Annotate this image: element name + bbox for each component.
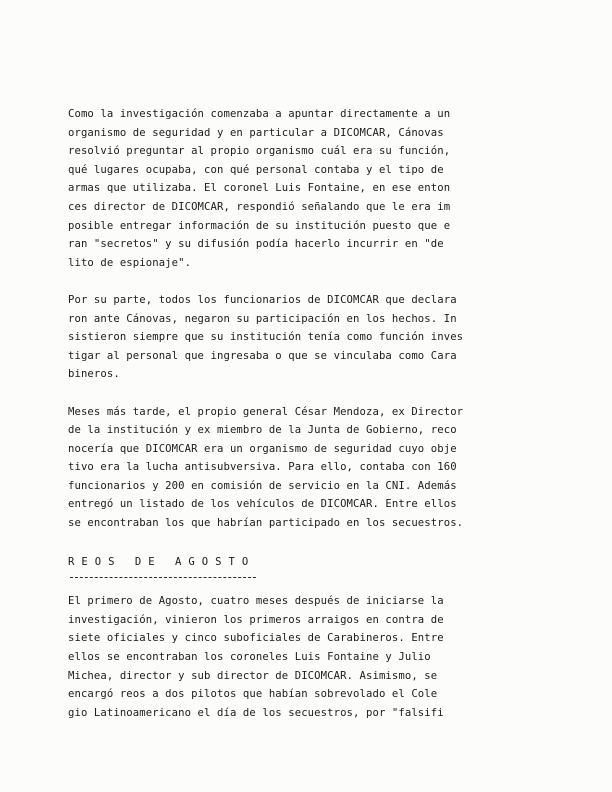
text-line: investigación, vinieron los primeros arraigos en contra de (68, 613, 444, 626)
section-heading: REOS DE AGOSTO (68, 555, 256, 568)
text-line: Meses más tarde, el propio general César Mendoza, ex Director (68, 405, 464, 418)
text-line: se encontraban los que habrían participado en los secuestros. (68, 517, 464, 530)
text-line: de la institución y ex miembro de la Junta de Gobierno, reco (68, 424, 457, 437)
text-line: qué lugares ocupaba, con qué personal contaba y el tipo de (68, 163, 444, 176)
text-line: Como la investigación comenzaba a apuntar directamente a un (68, 108, 451, 120)
text-line: bineros. (68, 368, 120, 381)
text-line: sistieron siempre que su institución tenía como función inves (68, 331, 464, 344)
text-line: siete oficiales y cinco suboficiales de Carabineros. Entre (68, 632, 444, 645)
text-line: tivo era la lucha antisubversiva. Para ello, contaba con 160 (68, 461, 457, 474)
text-line: Por su parte, todos los funcionarios de DICOMCAR que declara (68, 293, 457, 306)
text-line: encargó reos a dos pilotos que habían sobrevolado el Cole (68, 688, 438, 701)
paragraph-gap (68, 533, 548, 553)
text-line: nocería que DICOMCAR era un organismo de seguridad cuyo obje (68, 442, 457, 455)
text-line: gio Latinoamericano el día de los secuestros, por "falsifi (68, 706, 444, 719)
text-line: ces director de DICOMCAR, respondió señalando que le era im (68, 200, 451, 213)
paragraph-2 (68, 291, 548, 384)
text-line: ran "secretos" y su difusión podía hacerlo incurrir en "de (68, 238, 444, 251)
text-line: resolvió preguntar al propio organismo cuál era su función, (68, 145, 451, 158)
paragraph-gap (68, 384, 548, 403)
text-line: funcionarios y 200 en comisión de servicio en la CNI. Además (68, 479, 457, 492)
paragraph-gap (68, 272, 548, 291)
text-line: tigar al personal que ingresaba o que se vinculaba como Cara (68, 349, 457, 362)
paragraph-3 (68, 403, 548, 533)
heading-underline (70, 577, 256, 578)
text-line: El primero de Agosto, cuatro meses después de iniciarse la (68, 595, 444, 608)
text-line: posible entregar información de su institución puesto que e (68, 219, 451, 232)
text-line: Michea, director y sub director de DICOMCAR. Asimismo, se (68, 669, 438, 682)
text-column (68, 105, 548, 722)
text-line: entregó un listado de los vehículos de DICOMCAR. Entre ellos (68, 498, 457, 511)
text-line: ron ante Cánovas, negaron su participación en los hechos. In (68, 312, 457, 325)
text-line: lito de espionaje". (68, 256, 192, 269)
paragraph-1 (68, 105, 548, 272)
text-line: armas que utilizaba. El coronel Luis Fontaine, en ese enton (68, 182, 451, 195)
paragraph-4 (68, 592, 548, 722)
text-line: organismo de seguridad y en particular a DICOMCAR, Cánovas (68, 126, 444, 139)
text-line: ellos se encontraban los coroneles Luis Fontaine y Julio (68, 651, 431, 664)
